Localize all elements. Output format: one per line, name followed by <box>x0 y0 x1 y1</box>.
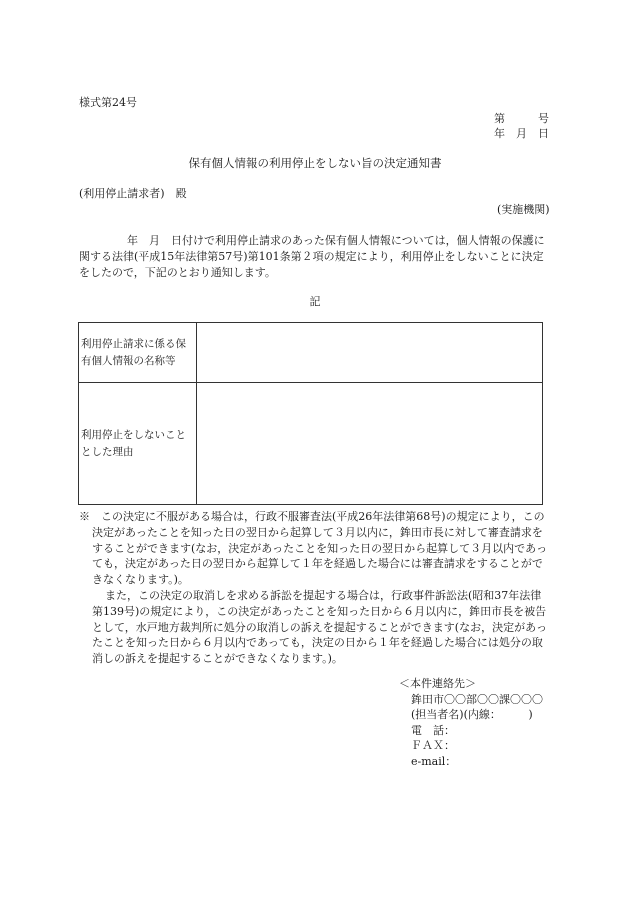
document-number: 第 号 <box>494 112 549 125</box>
implementing-agency: (実施機関) <box>497 203 550 216</box>
document-date: 年 月 日 <box>494 127 549 140</box>
ki-heading: 記 <box>309 295 321 308</box>
note-appeal: ※ この決定に不服がある場合は，行政不服審査法(平成26年法律第68号)の規定により，この決定があったことを知った日の翌日から起算して３月以内に，鉾田市長に対して審査請求をすることができます(なお，決定があったことを知った日の翌日から起算して３月以内であっても，決定があった日の翌日から起算して１年を経過した場合には審査請求をすることができなくなります。)。 <box>79 510 548 587</box>
table-value-info-name <box>197 323 543 383</box>
contact-phone: 電 話： <box>411 723 455 737</box>
contact-heading: ＜本件連絡先＞ <box>399 677 476 690</box>
contact-block <box>399 676 543 770</box>
table-value-reason <box>197 383 543 505</box>
contact-person: (担当者名)(内線： ) <box>411 708 533 722</box>
body-text: 年 月 日付けで利用停止請求のあった保有個人情報については，個人情報の保護に関する法律(平成15年法律第57号)第101条第２項の規定により，利用停止をしないことに決定をしたので，下記のとおり通知します。 <box>79 234 545 279</box>
notes <box>79 509 552 667</box>
form-number: 様式第24号 <box>79 96 137 109</box>
table-label-info-name: 利用停止請求に係る保有個人情報の名称等 <box>79 323 197 383</box>
info-table <box>78 322 543 505</box>
body-paragraph <box>79 233 551 281</box>
table-label-reason: 利用停止をしないこととした理由 <box>79 383 197 505</box>
contact-email: e-mail： <box>411 754 457 768</box>
contact-department: 鉾田市〇〇部〇〇課〇〇〇 <box>411 692 543 706</box>
table-row <box>79 383 543 505</box>
note-lawsuit: また，この決定の取消しを求める訴訟を提起する場合は，行政事件訴訟法(昭和37年法律第139号)の規定により，この決定があったことを知った日から６月以内に，鉾田市長を被告として，水戸地方裁判所に処分の取消しの訴えを提起することができます(なお，決定があったことを知った日から６月以内であっても，決定の日から１年を経過した場合には処分の取消しの訴えを提起することができなくなります。)。 <box>92 588 547 666</box>
recipient: (利用停止請求者) 殿 <box>79 187 187 200</box>
contact-fax: ＦＡＸ： <box>411 739 455 753</box>
table-row <box>79 323 543 383</box>
document-title: 保有個人情報の利用停止をしない旨の決定通知書 <box>188 156 442 170</box>
